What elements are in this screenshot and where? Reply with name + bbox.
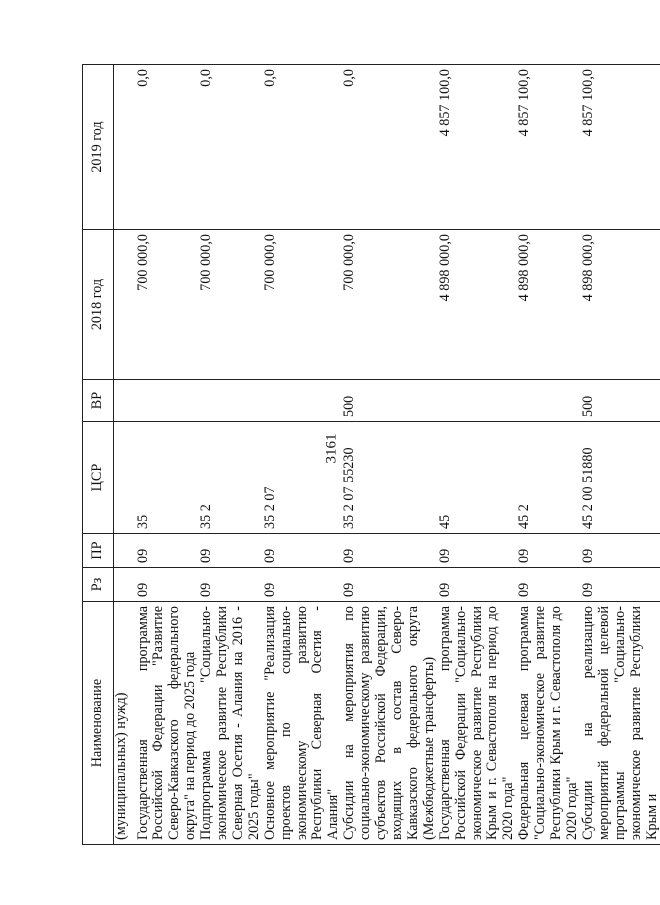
row-pr: 09 [517, 534, 581, 568]
row-name: Федеральная целевая программа "Социально-экономическое развитие Республики Крым и г. Севастополя до 2020 года" [517, 602, 581, 845]
row-2018 [114, 230, 136, 380]
col-header-name: Наименование [83, 602, 114, 845]
row-2019: 4 857 100,0 [517, 65, 581, 230]
row-vr [517, 380, 581, 422]
row-csr: 35 2 [199, 422, 263, 534]
row-csr: 45 2 [517, 422, 581, 534]
table-row [136, 65, 200, 845]
row-2018: 4 898 000,0 [517, 230, 581, 380]
row-rz: 09 [136, 568, 200, 602]
row-2019 [114, 65, 136, 230]
row-name: Субсидии на реализацию мероприятий федеральной целевой программы "Социально-экономическое развитие Республики Крым и [581, 602, 660, 845]
row-vr [438, 380, 518, 422]
row-csr: 35 [136, 422, 200, 534]
row-rz: 09 [199, 568, 263, 602]
row-pr [114, 534, 136, 568]
row-csr [114, 422, 136, 534]
row-pr: 09 [438, 534, 518, 568]
row-2019: 0,0 [199, 65, 263, 230]
row-2019: 4 857 100,0 [438, 65, 518, 230]
col-header-vr: ВР [83, 380, 114, 422]
row-vr [263, 380, 343, 422]
row-2018: 700 000,0 [136, 230, 200, 380]
row-vr [114, 380, 136, 422]
table-row [199, 65, 263, 845]
row-csr: 35 2 07 55230 [342, 422, 437, 534]
row-2019: 0,0 [136, 65, 200, 230]
row-2018: 4 898 000,0 [438, 230, 518, 380]
row-name: Субсидии на мероприятия по социально-экономическому развитию субъектов Российской Федерации, входящих в состав Северо-Кавказского федерального округа (Межбюджетные трансферты) [342, 602, 437, 845]
row-name: Основное мероприятие "Реализация проектов по социально-экономическому развитию Республики Северная Осетия - Алания" [263, 602, 343, 845]
row-2018: 700 000,0 [263, 230, 343, 380]
row-rz: 09 [263, 568, 343, 602]
col-header-csr: ЦСР [83, 422, 114, 534]
row-csr: 45 2 00 51880 [581, 422, 660, 534]
row-name: (муниципальных) нужд) [114, 602, 136, 845]
row-rz [114, 568, 136, 602]
row-name: Подпрограмма "Социально-экономическое развитие Республики Северная Осетия - Алания на 2016 - 2025 годы" [199, 602, 263, 845]
row-pr: 09 [263, 534, 343, 568]
col-header-2019: 2019 год [83, 65, 114, 230]
row-csr: 35 2 07 [263, 422, 343, 534]
row-csr: 45 [438, 422, 518, 534]
row-2018: 700 000,0 [199, 230, 263, 380]
page-number: 3161 [323, 433, 340, 464]
row-name: Государственная программа Российской Федерации "Социально-экономическое развитие Республики Крым и г. Севастополя на период до 2020 года" [438, 602, 518, 845]
row-2019: 4 857 100,0 [581, 65, 660, 230]
row-rz: 09 [438, 568, 518, 602]
table-row [438, 65, 518, 845]
row-pr: 09 [342, 534, 437, 568]
row-rz: 09 [342, 568, 437, 602]
table-row [517, 65, 581, 845]
row-pr: 09 [581, 534, 660, 568]
row-vr [136, 380, 200, 422]
col-header-rz: Рз [83, 568, 114, 602]
table-header-row [83, 65, 114, 845]
col-header-pr: ПР [83, 534, 114, 568]
row-vr: 500 [581, 380, 660, 422]
row-pr: 09 [199, 534, 263, 568]
row-2019: 0,0 [342, 65, 437, 230]
row-rz: 09 [517, 568, 581, 602]
table-row [263, 65, 343, 845]
table-row [342, 65, 437, 845]
rotated-table-container [82, 65, 660, 845]
col-header-2018: 2018 год [83, 230, 114, 380]
table-row [581, 65, 660, 845]
row-2018: 4 898 000,0 [581, 230, 660, 380]
row-vr [199, 380, 263, 422]
budget-table [82, 64, 660, 845]
row-2018: 700 000,0 [342, 230, 437, 380]
row-pr: 09 [136, 534, 200, 568]
table-row [114, 65, 136, 845]
row-name: Государственная программа Российской Федерации "Развитие Северо-Кавказского федерального округа" на период до 2025 года [136, 602, 200, 845]
row-2019: 0,0 [263, 65, 343, 230]
row-rz: 09 [581, 568, 660, 602]
row-vr: 500 [342, 380, 437, 422]
